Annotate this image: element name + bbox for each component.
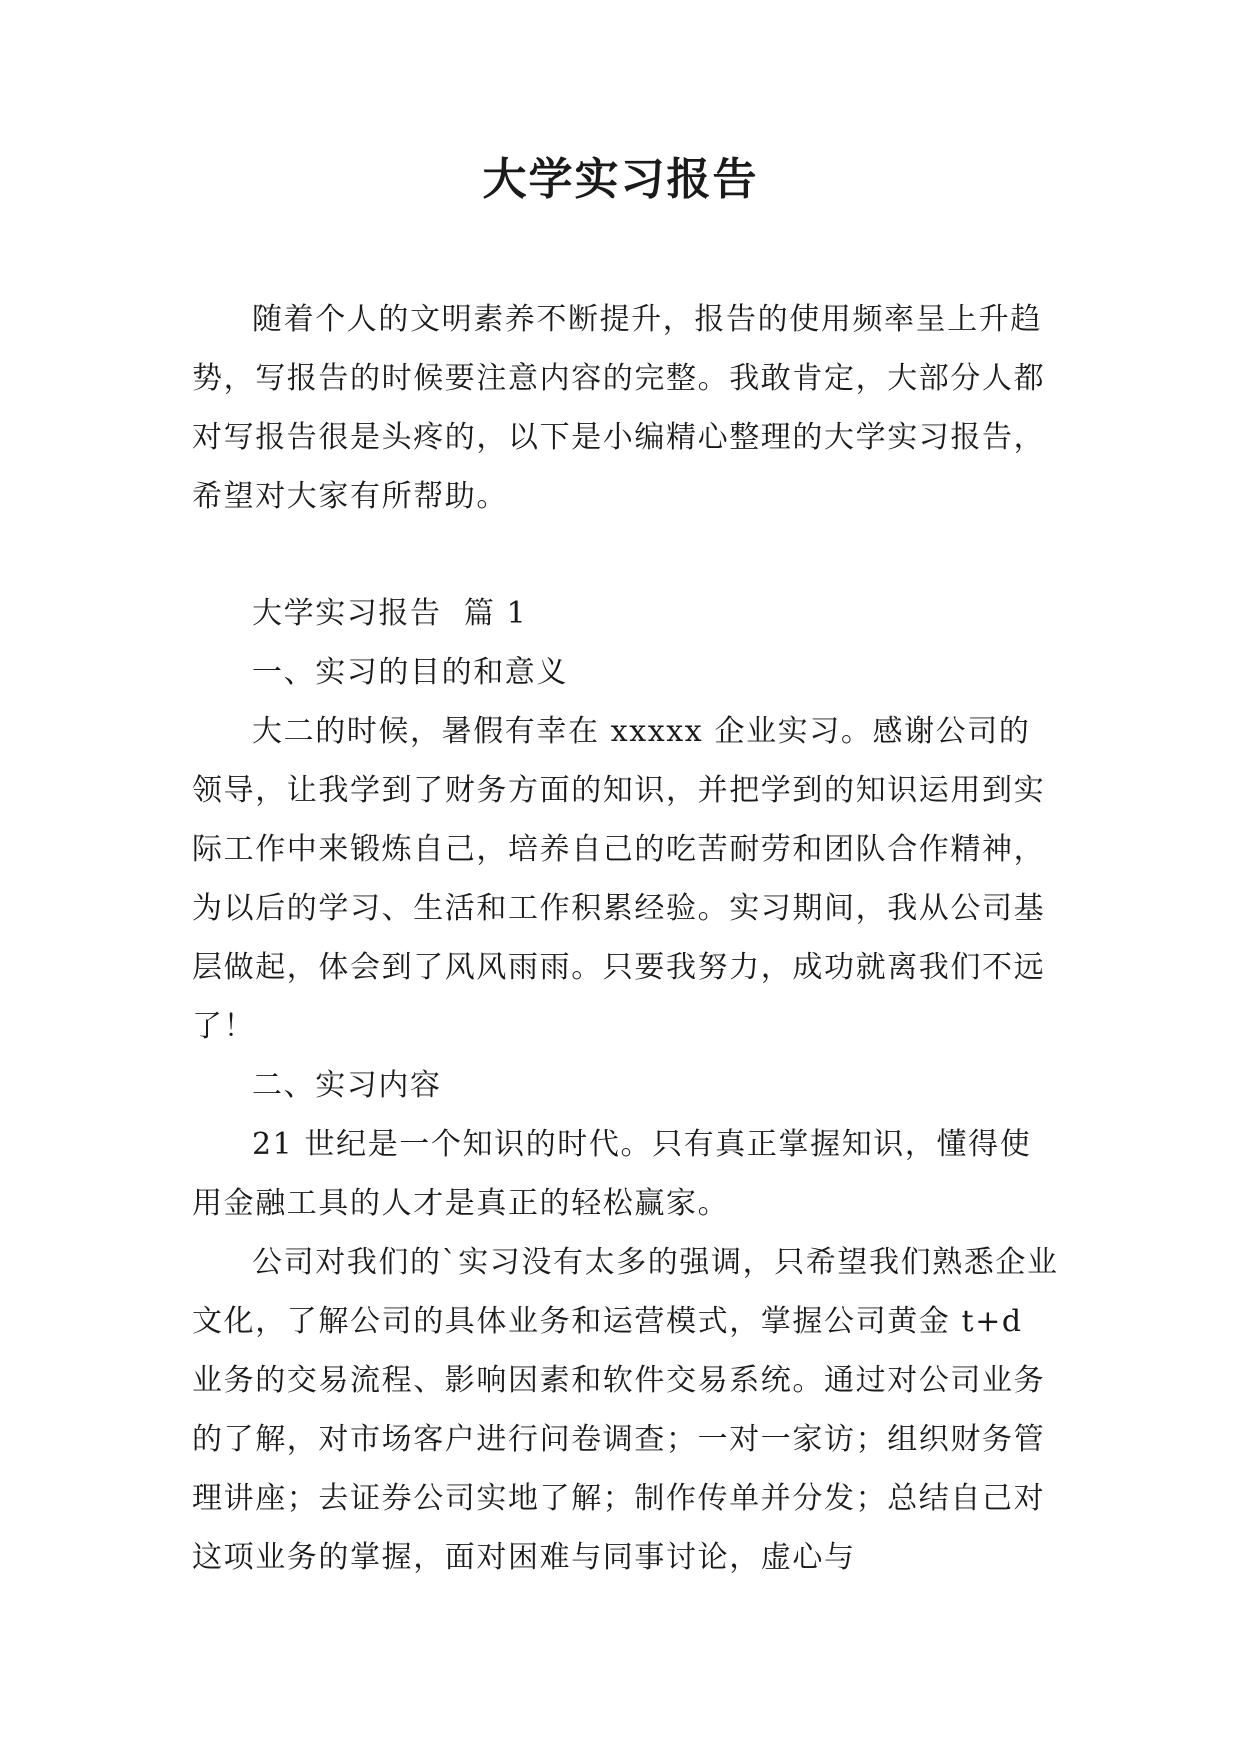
paragraph-company: 公司对我们的`实习没有太多的强调，只希望我们熟悉企业文化，了解公司的具体业务和运营模式，掌握公司黄金 t+d 业务的交易流程、影响因素和软件交易系统。通过对公司业务的了解，对市场客户进行问卷调查；一对一家访；组织财务管理讲座；去证券公司实地了解；制作传单并分发；总结自己对这项业务的掌握，面对困难与同事讨论，虚心与 — [192, 1245, 1059, 1575]
spacer — [192, 526, 1062, 584]
heading-purpose: 一、实习的目的和意义 — [252, 655, 568, 690]
heading-content: 二、实习内容 — [252, 1068, 442, 1103]
paragraph-purpose: 大二的时候，暑假有幸在 xxxxx 企业实习。感谢公司的领导，让我学到了财务方面的知识，并把学到的知识运用到实际工作中来锻炼自己，培养自己的吃苦耐劳和团队合作精神，为以后的学习、生活和工作积累经验。实习期间，我从公司基层做起，体会到了风风雨雨。只要我努力，成功就离我们不远了！ — [192, 714, 1046, 1044]
document-body — [192, 290, 1062, 1587]
intro-paragraph: 随着个人的文明素养不断提升，报告的使用频率呈上升趋势，写报告的时候要注意内容的完整。我敢肯定，大部分人都对写报告很是头疼的，以下是小编精心整理的大学实习报告，希望对大家有所帮助。 — [192, 302, 1046, 514]
document-title: 大学实习报告 — [482, 154, 759, 205]
paragraph-knowledge: 21 世纪是一个知识的时代。只有真正掌握知识，懂得使用金融工具的人才是真正的轻松赢家。 — [192, 1127, 1032, 1221]
section-title: 大学实习报告 篇 1 — [252, 596, 528, 631]
